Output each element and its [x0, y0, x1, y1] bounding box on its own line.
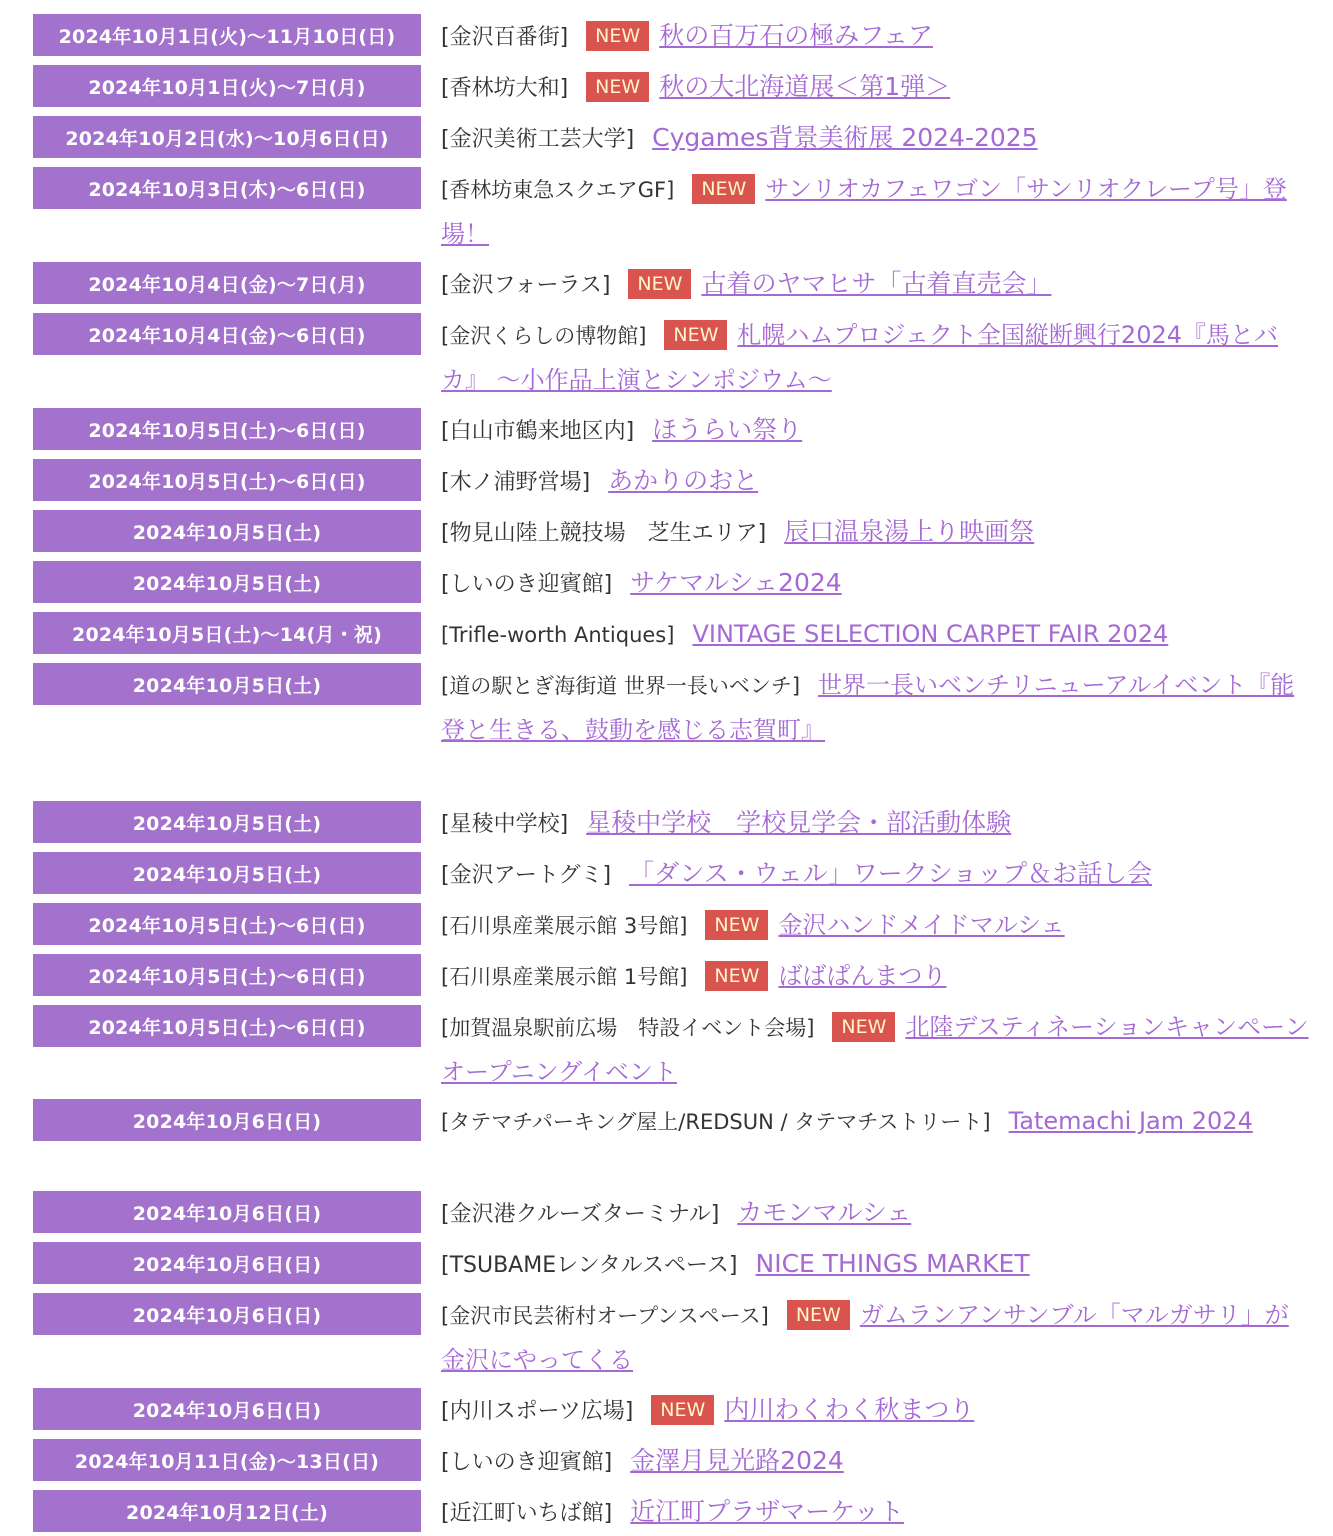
event-link[interactable]: カモンマルシェ — [737, 1198, 912, 1227]
event-detail — [441, 510, 1309, 556]
event-date: 2024年10月4日(金)〜7日(月) — [33, 262, 421, 304]
event-link[interactable]: 北陸デスティネーションキャンペーン オープニングイベント — [441, 1013, 1309, 1086]
event-row — [0, 954, 1333, 998]
event-venue: [近江町いちば館] — [441, 1501, 613, 1526]
event-row — [0, 561, 1333, 605]
event-link[interactable]: サンリオカフェワゴン「サンリオクレープ号」登場！ — [441, 175, 1287, 248]
event-venue: [金沢アートグミ] — [441, 863, 612, 888]
event-date: 2024年10月5日(土)〜6日(日) — [33, 408, 421, 450]
event-row — [0, 663, 1333, 795]
event-link[interactable]: 世界一長いベンチリニューアルイベント『能登と生きる、鼓動を感じる志賀町』 — [441, 671, 1295, 744]
event-venue: [白山市鶴来地区内] — [441, 419, 635, 444]
event-row — [0, 167, 1333, 255]
event-row — [0, 1242, 1333, 1286]
event-link[interactable]: 星稜中学校 学校見学会・部活動体験 — [586, 808, 1012, 837]
event-row — [0, 65, 1333, 109]
event-date: 2024年10月1日(火)〜7日(月) — [33, 65, 421, 107]
event-row — [0, 612, 1333, 656]
event-detail — [441, 1293, 1309, 1383]
event-link[interactable]: サケマルシェ2024 — [630, 568, 842, 597]
event-venue: [しいのき迎賓館] — [441, 572, 613, 597]
event-row — [0, 1099, 1333, 1187]
event-date: 2024年10月5日(土)〜14(月・祝) — [33, 612, 421, 654]
event-venue: [TSUBAMEレンタルスペース] — [441, 1253, 738, 1278]
event-row — [0, 1490, 1333, 1534]
event-link[interactable]: あかりのおと — [608, 466, 759, 495]
event-detail — [441, 65, 1309, 111]
event-link[interactable]: VINTAGE SELECTION CARPET FAIR 2024 — [692, 620, 1169, 648]
event-link[interactable]: 内川わくわく秋まつり — [724, 1395, 975, 1424]
event-row — [0, 1191, 1333, 1235]
new-badge: NEW — [651, 1395, 714, 1425]
event-date: 2024年10月5日(土) — [33, 561, 421, 603]
event-row — [0, 408, 1333, 452]
event-link[interactable]: 札幌ハムプロジェクト全国縦断興行2024『馬とバカ』 〜小作品上演とシンポジウム〜 — [441, 321, 1279, 394]
event-link[interactable]: ばばぱんまつり — [778, 962, 947, 990]
event-detail — [441, 459, 1309, 505]
event-detail — [441, 167, 1309, 257]
event-detail — [441, 852, 1309, 898]
event-row — [0, 1293, 1333, 1381]
event-link[interactable]: 金沢ハンドメイドマルシェ — [778, 911, 1065, 939]
event-link[interactable]: 近江町プラザマーケット — [630, 1497, 904, 1526]
event-detail — [441, 1191, 1309, 1237]
event-link[interactable]: NICE THINGS MARKET — [755, 1249, 1030, 1278]
event-detail — [441, 1490, 1309, 1536]
event-detail — [441, 612, 1309, 657]
new-badge: NEW — [832, 1012, 895, 1042]
event-date: 2024年10月5日(土) — [33, 510, 421, 552]
event-date: 2024年10月2日(水)〜10月6日(日) — [33, 116, 421, 158]
event-detail — [441, 262, 1309, 308]
event-row — [0, 116, 1333, 160]
event-date: 2024年10月1日(火)〜11月10日(日) — [33, 14, 421, 56]
event-link[interactable]: 「ダンス・ウェル」ワークショップ＆お話し会 — [629, 859, 1153, 888]
event-detail — [441, 1005, 1309, 1095]
event-date: 2024年10月5日(土)〜6日(日) — [33, 954, 421, 996]
event-date: 2024年10月5日(土) — [33, 852, 421, 894]
event-date: 2024年10月11日(金)〜13日(日) — [33, 1439, 421, 1481]
event-detail — [441, 954, 1309, 999]
event-row — [0, 14, 1333, 58]
event-date: 2024年10月6日(日) — [33, 1293, 421, 1335]
new-badge: NEW — [586, 21, 649, 51]
event-detail — [441, 663, 1309, 753]
event-date: 2024年10月12日(土) — [33, 1490, 421, 1532]
new-badge: NEW — [705, 961, 768, 991]
event-row — [0, 1439, 1333, 1483]
event-venue: [金沢フォーラス] — [441, 273, 611, 298]
event-link[interactable]: 金澤月見光路2024 — [630, 1446, 844, 1475]
event-date: 2024年10月5日(土) — [33, 663, 421, 705]
event-detail — [441, 313, 1309, 403]
event-row — [0, 903, 1333, 947]
event-detail — [441, 903, 1309, 948]
new-badge: NEW — [586, 72, 649, 102]
event-detail — [441, 1439, 1309, 1485]
event-detail — [441, 14, 1309, 60]
event-row — [0, 801, 1333, 845]
new-badge: NEW — [692, 174, 755, 204]
event-link[interactable]: 秋の百万石の極みフェア — [659, 21, 933, 50]
event-detail — [441, 1388, 1309, 1434]
event-row — [0, 459, 1333, 503]
event-row — [0, 313, 1333, 401]
event-link[interactable]: ガムランアンサンブル「マルガサリ」が金沢にやってくる — [441, 1301, 1289, 1374]
event-venue: [金沢美術工芸大学] — [441, 127, 635, 152]
event-venue: [Trifle-worth Antiques] — [441, 623, 675, 647]
event-link[interactable]: ほうらい祭り — [652, 415, 803, 444]
event-venue: [内川スポーツ広場] — [441, 1399, 634, 1424]
event-venue: [星稜中学校] — [441, 812, 569, 837]
new-badge: NEW — [705, 910, 768, 940]
event-detail — [441, 561, 1309, 607]
event-venue: [金沢港クルーズターミナル] — [441, 1202, 720, 1227]
event-date: 2024年10月6日(日) — [33, 1191, 421, 1233]
event-detail — [441, 801, 1309, 847]
event-detail — [441, 116, 1309, 162]
new-badge: NEW — [787, 1300, 850, 1330]
event-venue: [金沢市民芸術村オープンスペース] — [441, 1304, 769, 1328]
event-venue: [金沢くらしの博物館] — [441, 324, 647, 348]
event-venue: [道の駅とぎ海街道 世界一長いベンチ] — [441, 674, 801, 698]
event-date: 2024年10月6日(日) — [33, 1242, 421, 1284]
event-date: 2024年10月6日(日) — [33, 1099, 421, 1141]
event-row — [0, 510, 1333, 554]
event-link[interactable]: Cygames背景美術展 2024-2025 — [652, 123, 1038, 152]
event-venue: [しいのき迎賓館] — [441, 1450, 613, 1475]
event-venue: [加賀温泉駅前広場 特設イベント会場] — [441, 1016, 815, 1040]
event-link[interactable]: 辰口温泉湯上り映画祭 — [784, 517, 1035, 546]
event-venue: [石川県産業展示館 3号館] — [441, 914, 688, 938]
event-link[interactable]: 古着のヤマヒサ「古着直売会」 — [701, 269, 1052, 298]
event-row — [0, 1388, 1333, 1432]
event-venue: [タテマチパーキング屋上/REDSUN / タテマチストリート] — [441, 1110, 991, 1134]
event-detail — [441, 408, 1309, 454]
event-row — [0, 262, 1333, 306]
new-badge: NEW — [664, 320, 727, 350]
event-venue: [金沢百番街] — [441, 25, 569, 50]
event-date: 2024年10月3日(木)〜6日(日) — [33, 167, 421, 209]
event-row — [0, 1005, 1333, 1093]
event-venue: [石川県産業展示館 1号館] — [441, 965, 688, 989]
event-row — [0, 852, 1333, 896]
event-date: 2024年10月5日(土) — [33, 801, 421, 843]
event-date: 2024年10月6日(日) — [33, 1388, 421, 1430]
event-venue: [木ノ浦野営場] — [441, 470, 591, 495]
event-link[interactable]: 秋の大北海道展＜第1弾＞ — [659, 72, 951, 101]
event-date: 2024年10月5日(土)〜6日(日) — [33, 903, 421, 945]
event-date: 2024年10月5日(土)〜6日(日) — [33, 1005, 421, 1047]
event-date: 2024年10月5日(土)〜6日(日) — [33, 459, 421, 501]
event-date: 2024年10月4日(金)〜6日(日) — [33, 313, 421, 355]
new-badge: NEW — [628, 269, 691, 299]
event-venue: [香林坊大和] — [441, 76, 569, 101]
event-venue: [香林坊東急スクエアGF] — [441, 178, 675, 202]
event-venue: [物見山陸上競技場 芝生エリア] — [441, 521, 767, 546]
event-detail — [441, 1242, 1309, 1288]
event-link[interactable]: Tatemachi Jam 2024 — [1008, 1107, 1253, 1135]
event-detail — [441, 1099, 1309, 1144]
